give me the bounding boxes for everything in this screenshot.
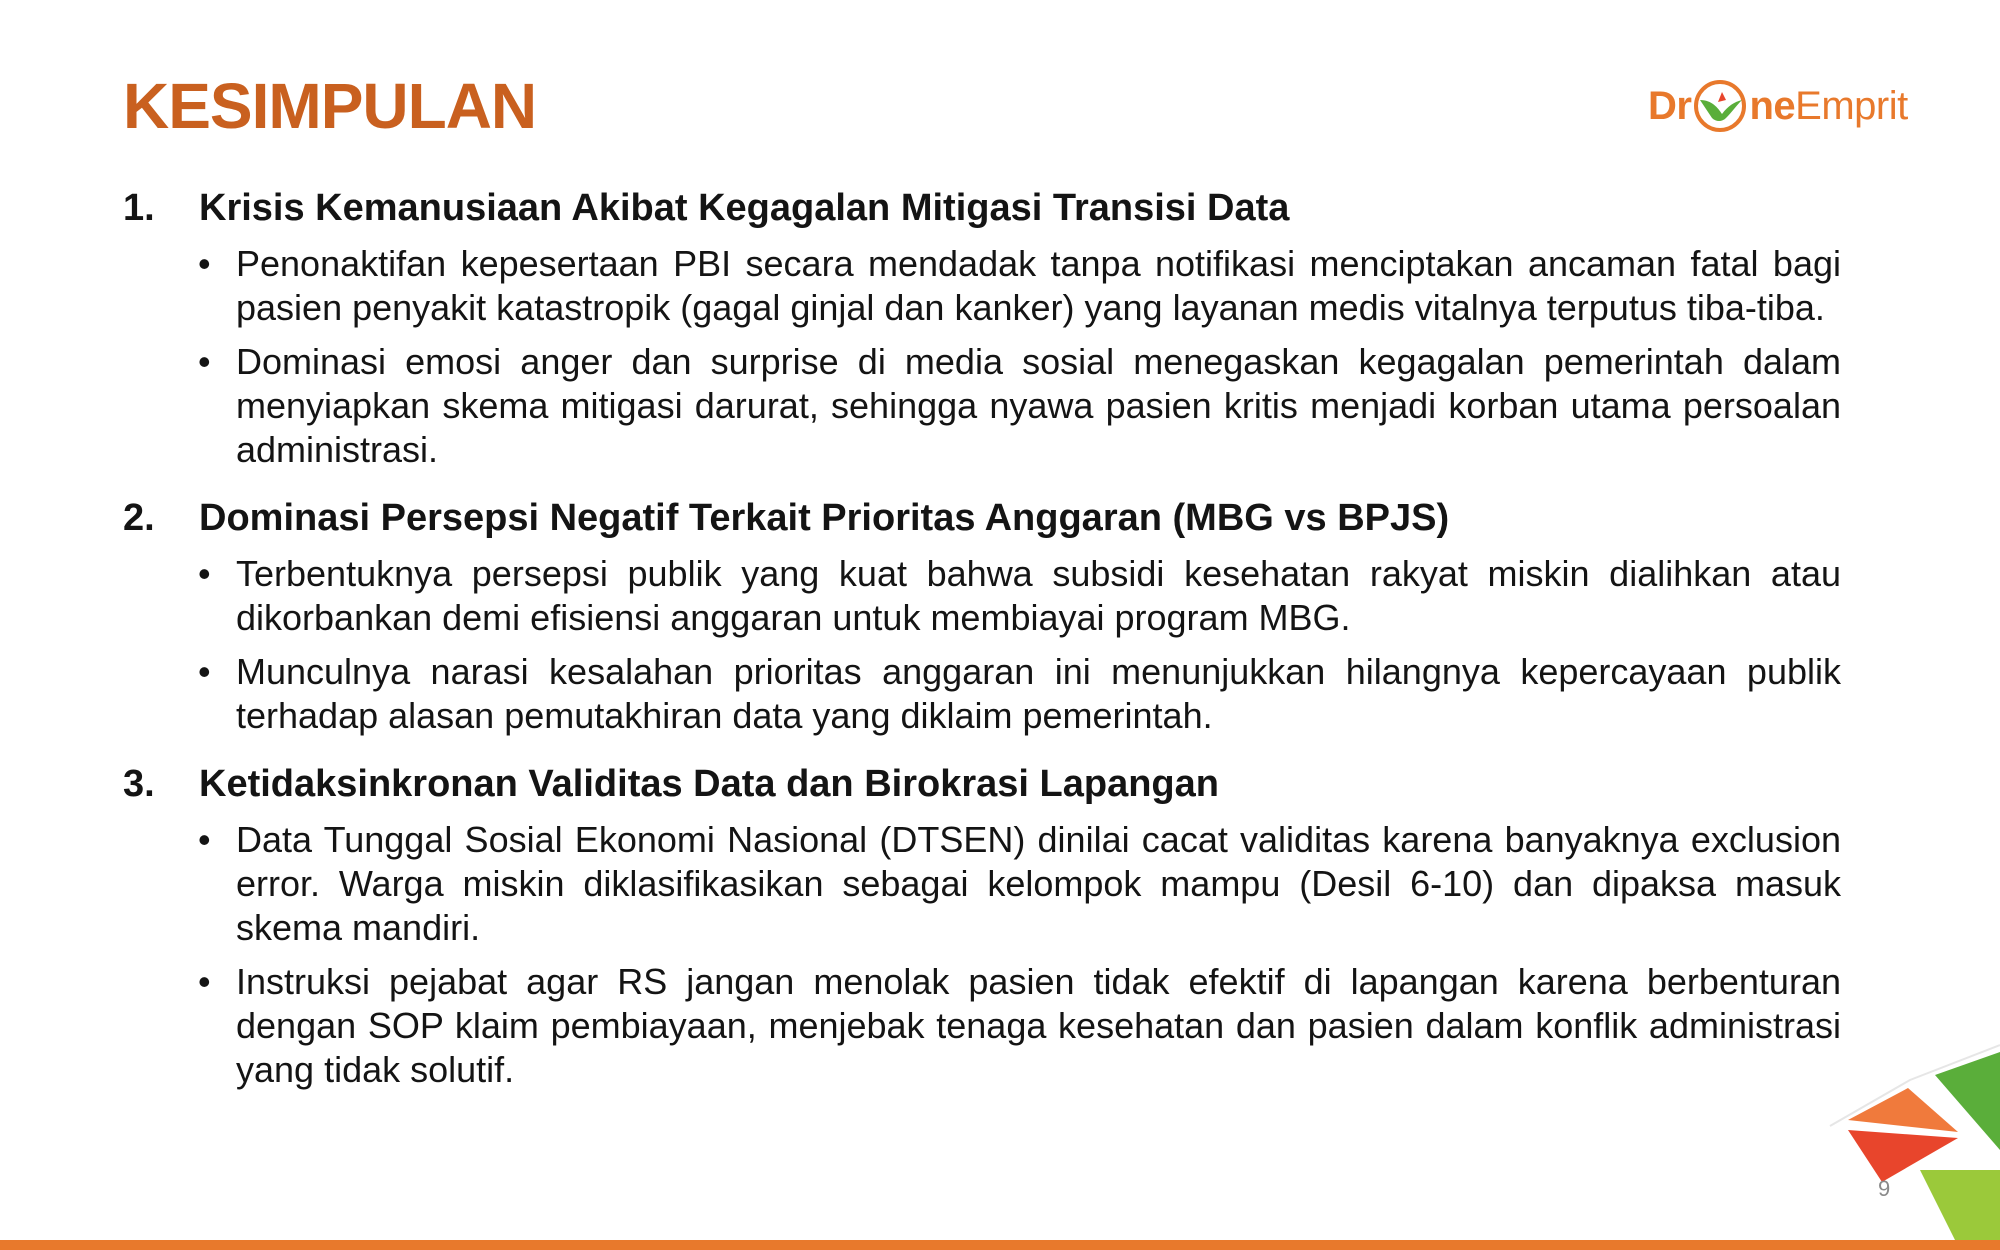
section-number: 2.	[123, 497, 155, 539]
logo-text-emprit: Emprit	[1795, 83, 1908, 128]
corner-orange-shape	[1848, 1088, 1958, 1132]
bullet-marker: •	[198, 243, 211, 284]
conclusion-section	[123, 492, 1841, 738]
bullet-item	[198, 552, 1841, 640]
section-heading-row	[123, 758, 1841, 810]
bullet-marker: •	[198, 651, 211, 692]
logo-text-dr: Dr	[1648, 83, 1692, 128]
bullet-text: Instruksi pejabat agar RS jangan menolak pasien tidak efektif di lapangan karena berbenturan dengan SOP klaim pembiayaan, menjebak tenaga kesehatan dan pasien dalam konflik administrasi yang tidak solutif.	[236, 961, 1841, 1090]
slide-title: KESIMPULAN	[123, 70, 537, 142]
bullet-marker: •	[198, 819, 211, 860]
corner-decoration	[1820, 1040, 2000, 1250]
section-heading-row	[123, 182, 1841, 234]
bottom-accent-bar	[0, 1240, 2000, 1250]
section-heading-row	[123, 492, 1841, 544]
bullet-item	[198, 340, 1841, 472]
bullet-item	[198, 960, 1841, 1092]
bullet-marker: •	[198, 341, 211, 382]
corner-light-green-shape	[1920, 1170, 2000, 1250]
conclusion-section	[123, 182, 1841, 472]
bullet-marker: •	[198, 553, 211, 594]
bullet-text: Penonaktifan kepesertaan PBI secara mendadak tanpa notifikasi menciptakan ancaman fatal bagi pasien penyakit katastropik (gagal ginjal dan kanker) yang layanan medis vitalnya terputus tiba-tiba.	[236, 243, 1841, 328]
conclusion-section	[123, 758, 1841, 1092]
section-number: 3.	[123, 763, 155, 805]
bullet-marker: •	[198, 961, 211, 1002]
conclusion-list	[123, 182, 1841, 1112]
bullet-list	[123, 818, 1841, 1092]
drone-bird-icon	[1692, 78, 1748, 134]
bullet-list	[123, 242, 1841, 472]
bullet-item	[198, 650, 1841, 738]
bullet-text: Data Tunggal Sosial Ekonomi Nasional (DTSEN) dinilai cacat validitas karena banyaknya exclusion error. Warga miskin diklasifikasikan sebagai kelompok mampu (Desil 6-10) dan dipaksa masuk skema mandiri.	[236, 819, 1841, 948]
section-heading: Ketidaksinkronan Validitas Data dan Birokrasi Lapangan	[199, 763, 1219, 805]
bullet-item	[198, 242, 1841, 330]
bullet-item	[198, 818, 1841, 950]
section-heading: Krisis Kemanusiaan Akibat Kegagalan Mitigasi Transisi Data	[199, 187, 1290, 229]
section-number: 1.	[123, 187, 155, 229]
logo-text-ne: ne	[1749, 83, 1796, 128]
page-number: 9	[1878, 1176, 1891, 1201]
bullet-text: Dominasi emosi anger dan surprise di media sosial menegaskan kegagalan pemerintah dalam menyiapkan skema mitigasi darurat, sehingga nyawa pasien kritis menjadi korban utama persoalan administrasi.	[236, 341, 1841, 470]
drone-emprit-logo	[1648, 68, 1908, 144]
bullet-list	[123, 552, 1841, 738]
bullet-text: Terbentuknya persepsi publik yang kuat bahwa subsidi kesehatan rakyat miskin dialihkan atau dikorbankan demi efisiensi anggaran untuk membiayai program MBG.	[236, 553, 1841, 638]
bullet-text: Munculnya narasi kesalahan prioritas anggaran ini menunjukkan hilangnya kepercayaan publik terhadap alasan pemutakhiran data yang diklaim pemerintah.	[236, 651, 1841, 736]
section-heading: Dominasi Persepsi Negatif Terkait Prioritas Anggaran (MBG vs BPJS)	[199, 497, 1450, 539]
